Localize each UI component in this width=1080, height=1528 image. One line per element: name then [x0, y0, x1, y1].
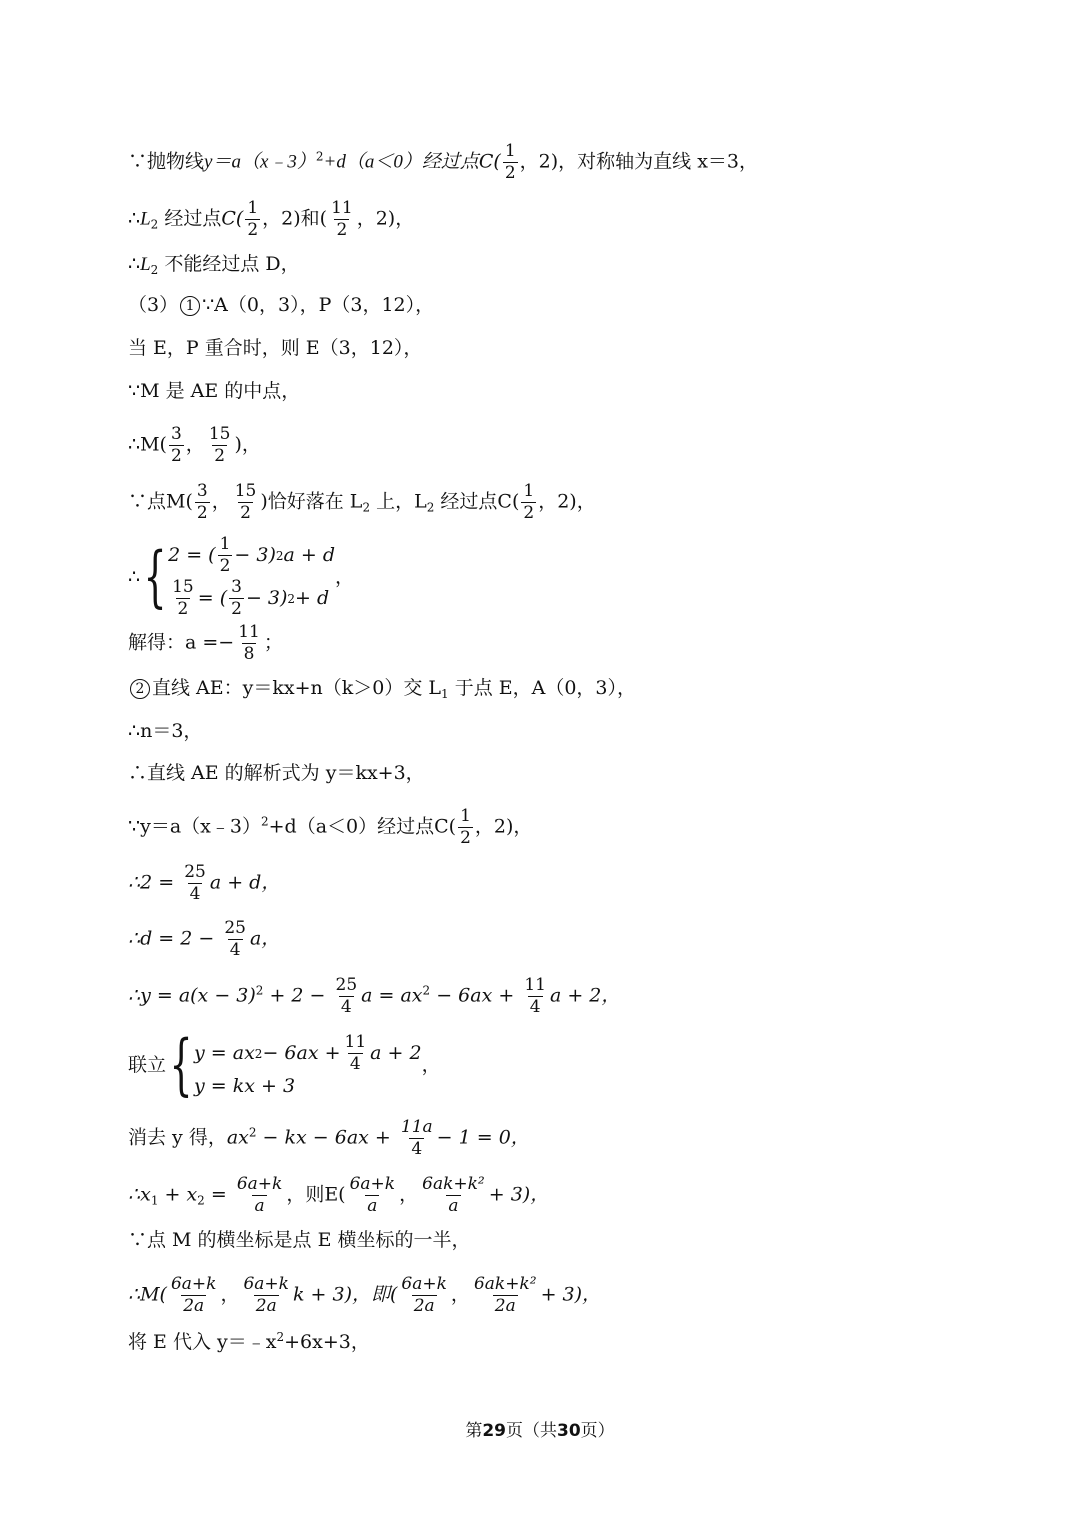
text: L	[140, 254, 151, 275]
text: a，	[249, 927, 281, 950]
exponent: 2	[260, 814, 269, 829]
text: ，则E(	[286, 1183, 346, 1206]
subscript: 2	[197, 1193, 205, 1208]
exponent: 2	[276, 1330, 285, 1344]
line-7	[128, 426, 261, 465]
numerator: 11	[344, 1032, 367, 1052]
denominator: 4	[189, 884, 201, 904]
text: 将 E 代入 y＝﹣x	[128, 1331, 277, 1353]
text: ∴2 =	[128, 871, 181, 894]
text: 经过点	[158, 207, 222, 230]
text: ，	[185, 433, 205, 456]
line-6	[128, 382, 300, 401]
circled-number: 2	[130, 679, 150, 699]
exponent: 2	[255, 983, 264, 998]
line-12	[128, 722, 202, 741]
fraction	[334, 977, 360, 1016]
line-13	[128, 764, 425, 783]
text: ；	[263, 631, 283, 654]
fraction	[348, 1176, 398, 1215]
text: ∵点M(	[128, 490, 193, 513]
line-5	[128, 339, 422, 358]
text: 页（共	[506, 1421, 557, 1441]
line-16	[128, 920, 280, 959]
line-3	[128, 255, 300, 276]
text: ∴M(	[128, 433, 167, 456]
text: ，2)，	[538, 490, 596, 513]
text: k + 3)，即(	[292, 1283, 398, 1306]
line-1	[128, 143, 758, 182]
denominator: 2	[219, 556, 231, 576]
formula: +d（a＜0）经过点	[323, 151, 479, 173]
text: + 2 −	[263, 984, 332, 1007]
text: ∴y = a(x − 3)	[128, 984, 256, 1007]
text: ∴d = 2 −	[128, 927, 221, 950]
text: ，2)，	[356, 207, 415, 230]
text: +6x+3，	[284, 1331, 370, 1353]
therefore-symbol: ∴	[128, 565, 141, 588]
text: ∴直线 AE 的解析式为 y＝kx+3，	[128, 762, 425, 784]
text: ∵M 是 AE 的中点，	[128, 380, 301, 402]
text: a + 2	[370, 1042, 422, 1064]
denominator: a	[367, 1196, 378, 1216]
text: ∵点 M 的横坐标是点 E 横坐标的一半，	[128, 1229, 471, 1251]
text: ，	[220, 1283, 240, 1306]
denominator: 2	[214, 446, 226, 466]
denominator: 2	[460, 828, 471, 848]
fraction	[169, 426, 184, 465]
denominator: 2a	[413, 1296, 435, 1316]
line-9	[128, 536, 354, 618]
fraction	[343, 1034, 369, 1073]
text: ，	[335, 565, 355, 588]
denominator: 4	[411, 1139, 423, 1159]
text: = (	[197, 587, 228, 609]
formula: y＝a（x﹣3）	[204, 151, 316, 173]
equation-row	[194, 1034, 422, 1073]
numerator: 11	[331, 198, 353, 218]
numerator: 6a+k	[170, 1274, 217, 1294]
fraction	[522, 977, 548, 1016]
text: ∴x	[128, 1183, 151, 1206]
fraction	[472, 1276, 539, 1315]
fraction	[503, 143, 518, 182]
fraction	[195, 483, 210, 522]
brace-icon: {	[169, 1026, 193, 1103]
line-19	[128, 1119, 530, 1158]
denominator: 4	[229, 940, 241, 960]
text: ∴n＝3，	[128, 720, 203, 742]
text: )，	[234, 433, 261, 456]
line-4	[128, 296, 434, 316]
denominator: a	[448, 1196, 459, 1216]
text: =	[204, 1183, 233, 1206]
text: − 3)	[245, 587, 288, 609]
numerator: 15	[234, 481, 257, 501]
line-20	[128, 1176, 549, 1215]
equation-row	[168, 536, 335, 575]
subscript: 1	[441, 687, 449, 701]
text: − 6ax +	[262, 1042, 341, 1064]
text: ，2)，对称轴为直线 x＝3，	[519, 150, 759, 173]
line-18	[128, 1026, 441, 1103]
denominator: 2	[196, 503, 208, 523]
fraction	[521, 483, 536, 522]
text: ∵A（0，3），P（3，12），	[202, 294, 435, 316]
exponent: 2	[422, 983, 431, 998]
fraction	[169, 1276, 219, 1315]
fraction	[235, 1176, 285, 1215]
line-15	[128, 864, 280, 903]
fraction	[233, 483, 259, 522]
text: 第	[465, 1421, 483, 1441]
subscript: 2	[426, 500, 435, 515]
equation-row	[194, 1077, 422, 1096]
text: )恰好落在 L	[260, 490, 363, 513]
text: ，	[421, 1053, 441, 1076]
numerator: 6a+k	[236, 1174, 283, 1194]
denominator: 2a	[494, 1296, 516, 1316]
text: 2 = (	[168, 544, 216, 566]
numerator: 3	[231, 577, 242, 597]
numerator: 11	[524, 975, 546, 995]
denominator: 8	[243, 644, 255, 664]
text: + 3)，	[540, 1283, 602, 1306]
text: a + d，	[209, 871, 281, 894]
text: 联立	[128, 1053, 167, 1076]
text: 于点 E，A（0，3），	[448, 677, 637, 699]
text: + d	[295, 587, 330, 609]
text: a = ax	[361, 984, 423, 1007]
exponent: 2	[254, 1046, 263, 1061]
text: +d（a＜0）经过点C(	[268, 815, 457, 838]
text: L	[140, 208, 151, 230]
page-number: 29	[482, 1421, 506, 1441]
because-symbol: ∵	[128, 150, 148, 173]
denominator: 2	[240, 503, 251, 523]
brace-icon: {	[143, 538, 167, 615]
denominator: 4	[340, 997, 352, 1017]
page-footer	[0, 1416, 1080, 1441]
numerator: 11a	[400, 1117, 433, 1137]
text: ，2)，	[474, 815, 533, 838]
text: ，	[211, 490, 231, 513]
text: − 1 = 0，	[436, 1126, 530, 1149]
text: （3）	[128, 294, 179, 316]
text: 不能经过点 D，	[158, 253, 300, 275]
text: 消去 y 得，	[128, 1126, 227, 1149]
text: y = kx + 3	[194, 1075, 296, 1097]
text: ，	[450, 1283, 470, 1306]
equation-row	[168, 579, 335, 618]
text: a + 2，	[549, 984, 621, 1007]
denominator: 4	[349, 1054, 361, 1074]
text: ，	[399, 1183, 419, 1206]
exponent: 2	[315, 149, 324, 164]
line-10	[128, 624, 283, 663]
equation-rows	[194, 1034, 422, 1096]
text: 直线 AE：y＝kx+n（k＞0）交 L	[152, 677, 442, 699]
denominator: a	[254, 1196, 265, 1216]
denominator: 2	[523, 503, 535, 523]
fraction	[218, 536, 233, 575]
therefore-symbol: ∴	[128, 207, 141, 230]
fraction	[420, 1176, 487, 1215]
denominator: 2	[177, 599, 189, 619]
total-pages: 30	[557, 1421, 581, 1441]
fraction	[170, 579, 196, 618]
fraction	[399, 1119, 435, 1158]
denominator: 2a	[255, 1296, 277, 1316]
point: C(	[221, 207, 244, 230]
text: y = ax	[194, 1042, 255, 1064]
numerator: 6a+k	[243, 1274, 289, 1294]
text: 当 E，P 重合时，则 E（3，12），	[128, 337, 423, 359]
numerator: 1	[504, 141, 516, 161]
subscript: 1	[150, 1193, 159, 1208]
denominator: 2a	[183, 1296, 205, 1316]
text: ∵y＝a（x﹣3）	[128, 815, 261, 838]
numerator: 6ak+k²	[422, 1174, 485, 1194]
numerator: 6ak+k²	[473, 1274, 537, 1294]
text: + 3)，	[488, 1183, 550, 1206]
numerator: 25	[184, 862, 206, 882]
numerator: 6a+k	[401, 1274, 447, 1294]
equation-rows	[168, 536, 335, 618]
denominator: 4	[529, 997, 541, 1017]
numerator: 15	[172, 577, 194, 597]
numerator: 1	[460, 806, 471, 826]
fraction	[241, 1276, 291, 1315]
fraction	[207, 426, 233, 465]
exponent: 2	[287, 591, 296, 606]
denominator: 2	[504, 163, 516, 183]
subscript: 2	[362, 500, 371, 515]
circled-number: 1	[180, 296, 200, 316]
text: 经过点C(	[434, 490, 520, 513]
denominator: 2	[170, 446, 182, 466]
line-14	[128, 808, 532, 847]
numerator: 1	[523, 481, 535, 501]
fraction	[182, 864, 208, 903]
text: − 6ax +	[430, 984, 521, 1007]
numerator: 1	[219, 534, 231, 554]
exponent: 2	[275, 548, 284, 563]
text: ，2)和(	[262, 207, 328, 230]
line-11	[128, 679, 636, 700]
numerator: 1	[247, 198, 259, 218]
numerator: 15	[208, 424, 231, 444]
numerator: 6a+k	[349, 1174, 396, 1194]
numerator: 25	[224, 918, 246, 938]
fraction	[399, 1276, 449, 1315]
fraction	[329, 200, 355, 239]
fraction	[229, 579, 244, 618]
denominator: 2	[231, 599, 242, 619]
therefore-symbol: ∴	[128, 253, 141, 275]
fraction	[458, 808, 473, 847]
exponent: 2	[248, 1125, 257, 1140]
text: 解得：a =−	[128, 631, 235, 654]
line-22	[128, 1276, 601, 1315]
text: ∴M(	[128, 1283, 167, 1306]
point: C(	[478, 150, 501, 173]
text: − 3)	[234, 544, 276, 566]
numerator: 3	[170, 424, 182, 444]
subscript: 2	[150, 217, 159, 232]
text: 页）	[580, 1421, 615, 1441]
text: − kx − 6ax +	[256, 1126, 397, 1149]
numerator: 11	[238, 622, 260, 642]
line-2	[128, 200, 414, 239]
text: 抛物线	[147, 150, 205, 173]
fraction	[236, 624, 262, 663]
equation-system	[128, 1026, 441, 1103]
text: a + d	[283, 544, 336, 566]
subscript: 2	[150, 263, 159, 277]
denominator: 2	[336, 220, 348, 240]
fraction	[222, 920, 248, 959]
line-21	[128, 1231, 470, 1250]
equation-system	[128, 536, 354, 618]
text: + x	[158, 1183, 198, 1206]
text: ax	[226, 1126, 249, 1149]
numerator: 3	[196, 481, 208, 501]
numerator: 25	[335, 975, 358, 995]
denominator: 2	[247, 220, 259, 240]
text: 上，L	[370, 490, 427, 513]
line-8	[128, 483, 596, 522]
line-17	[128, 977, 620, 1016]
fraction	[245, 200, 260, 239]
line-23	[128, 1331, 370, 1352]
